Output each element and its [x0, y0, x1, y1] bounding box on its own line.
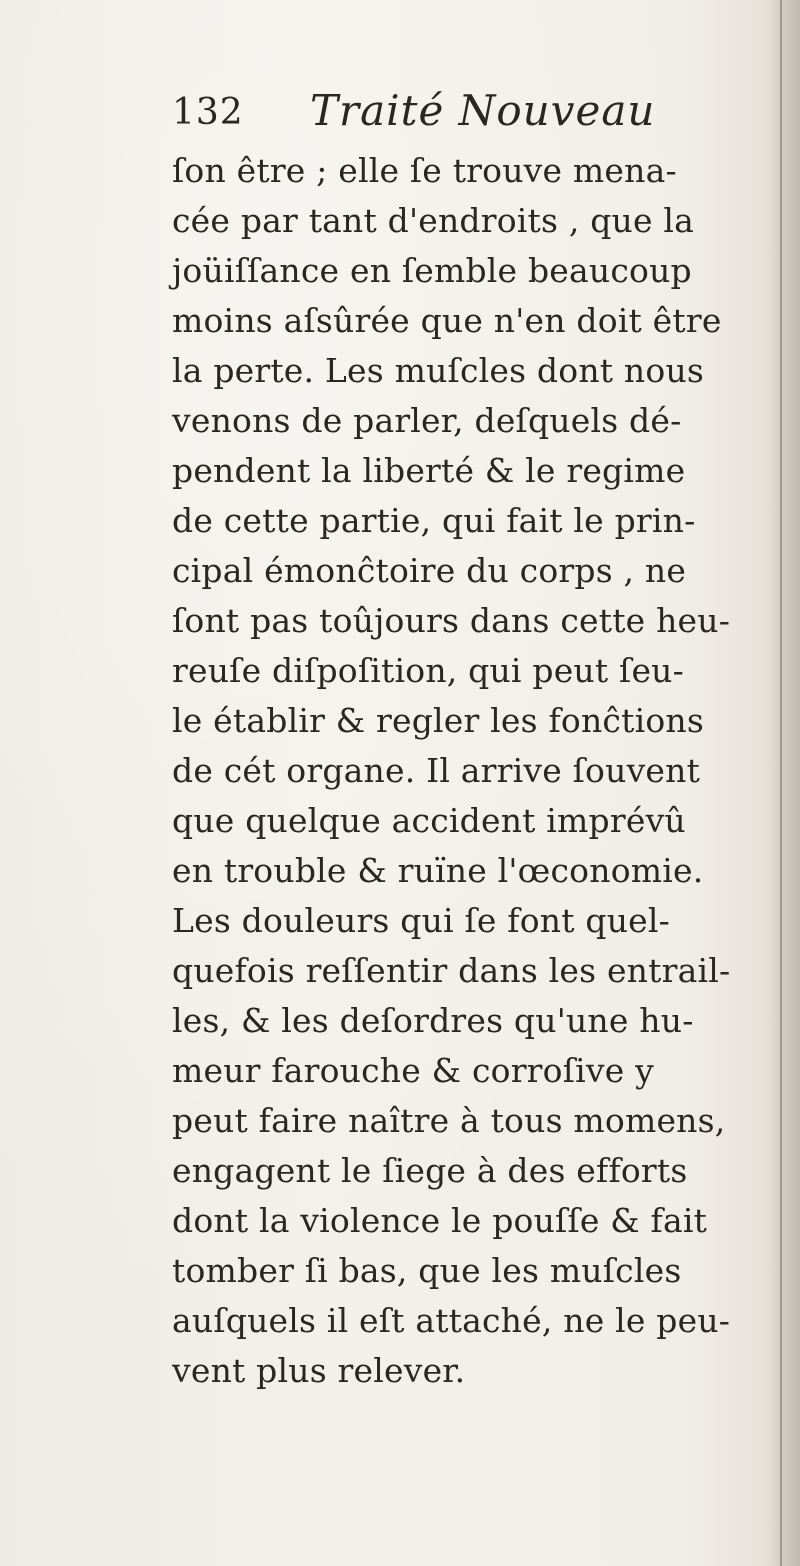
- text-line: auſquels il eſt attaché, ne le peu-: [172, 1301, 731, 1340]
- running-title: Traité Nouveau: [310, 86, 656, 135]
- text-line: ſon être ; elle ſe trouve mena-: [172, 151, 677, 190]
- text-line: pendent la liberté & le regime: [172, 451, 686, 490]
- text-line: moins aſsûrée que n'en doit être: [172, 301, 722, 340]
- text-line: joüiſſance en ſemble beaucoup: [172, 251, 692, 290]
- text-line: le établir & regler les fonĉtions: [172, 701, 704, 740]
- text-line: engagent le ſiege à des efforts: [172, 1151, 688, 1190]
- text-line: tomber ſi bas, que les muſcles: [172, 1251, 682, 1290]
- text-line: peut faire naître à tous momens,: [172, 1101, 726, 1140]
- page-header: [172, 86, 732, 146]
- page-number: 132: [172, 92, 244, 133]
- text-line: meur farouche & corroſive y: [172, 1051, 654, 1090]
- text-line: la perte. Les muſcles dont nous: [172, 351, 705, 390]
- text-line: de cette partie, qui fait le prin-: [172, 501, 696, 540]
- text-line: venons de parler, deſquels dé-: [172, 401, 682, 440]
- page-edge-line: [780, 0, 782, 1566]
- text-line: reuſe diſpoſition, qui peut ſeu-: [172, 651, 684, 690]
- text-line: vent plus relever.: [172, 1351, 466, 1390]
- text-line: cipal émonĉtoire du corps , ne: [172, 551, 687, 590]
- text-line: ſont pas toûjours dans cette heu-: [172, 601, 731, 640]
- body-text: [172, 146, 772, 1396]
- text-line: que quelque accident imprévû: [172, 801, 686, 840]
- text-line: les, & les deſordres qu'une hu-: [172, 1001, 694, 1040]
- text-line: de cét organe. Il arrive ſouvent: [172, 751, 701, 790]
- text-line: dont la violence le pouſſe & fait: [172, 1201, 708, 1240]
- text-line: en trouble & ruïne l'œconomie.: [172, 851, 704, 890]
- text-line: quefois reſſentir dans les entrail-: [172, 951, 731, 990]
- text-line: Les douleurs qui ſe font quel-: [172, 901, 671, 940]
- text-line: cée par tant d'endroits , que la: [172, 201, 695, 240]
